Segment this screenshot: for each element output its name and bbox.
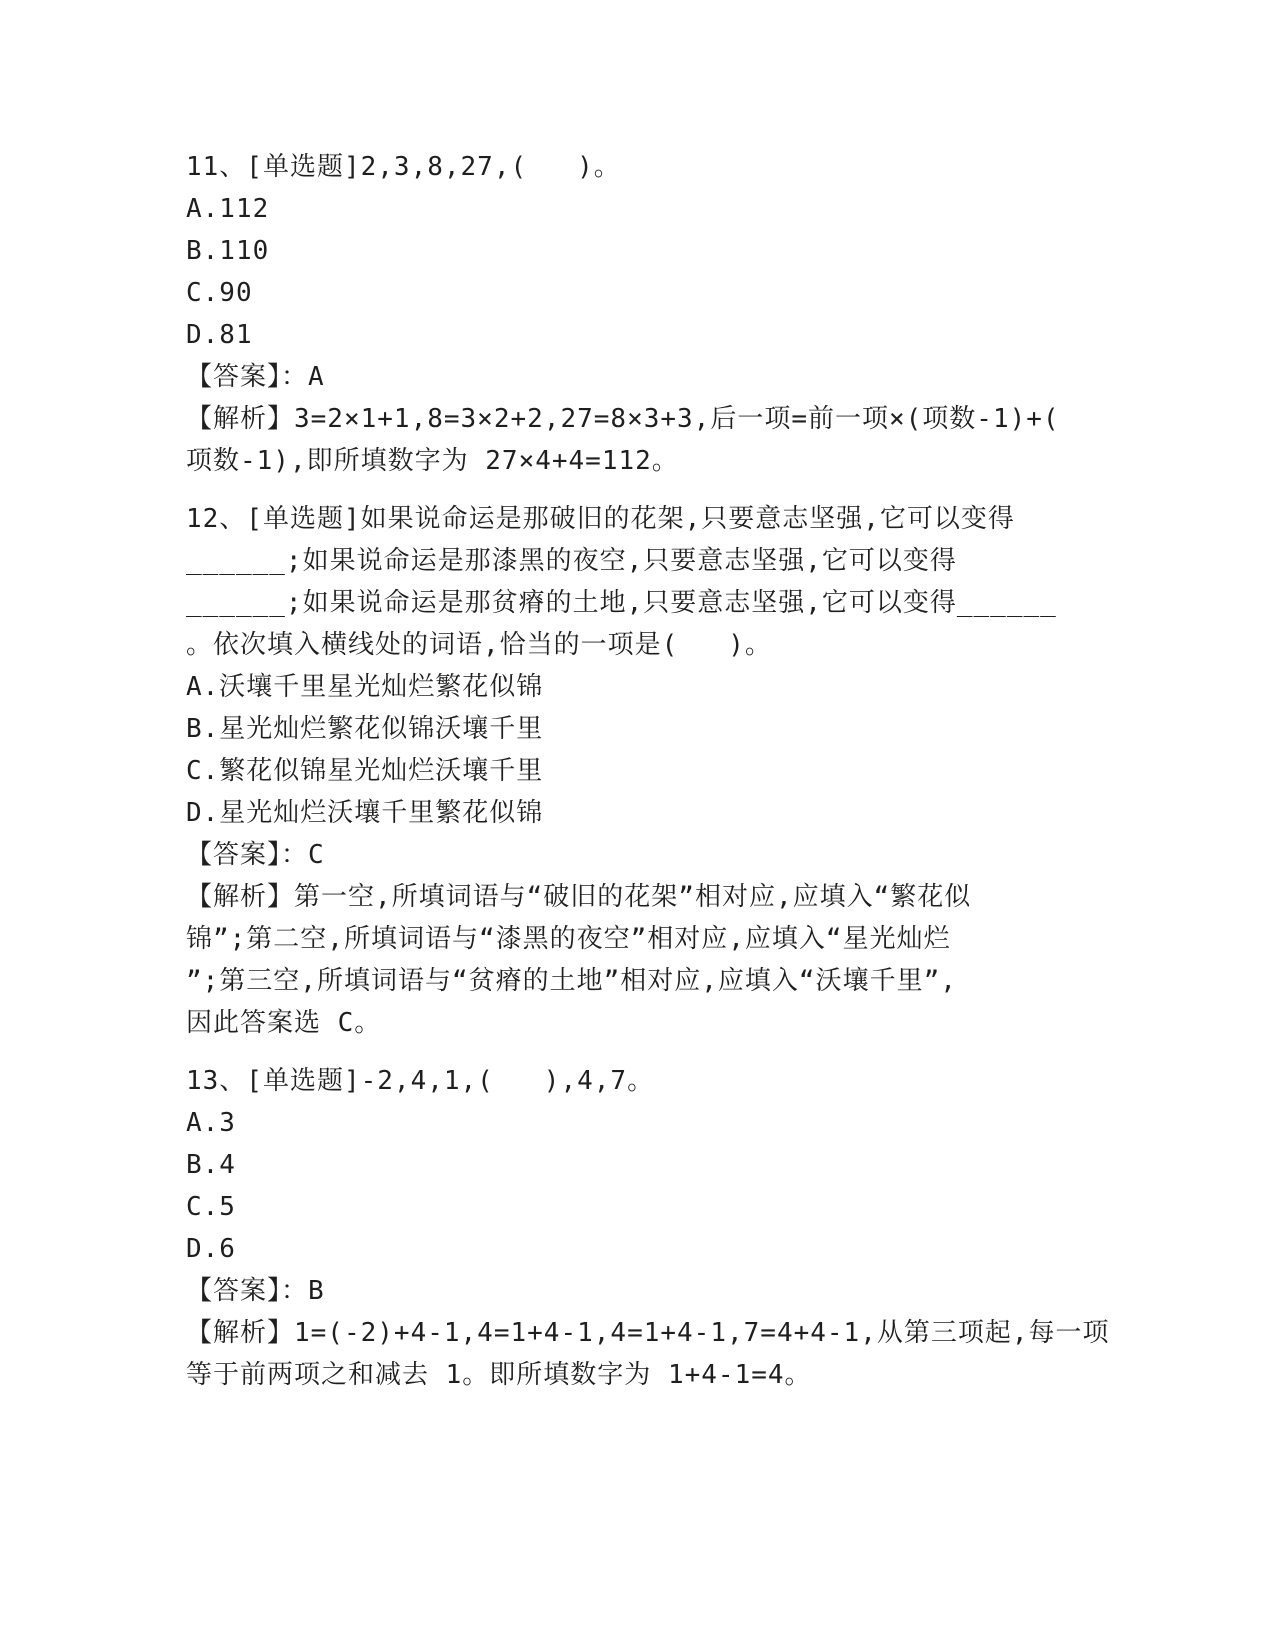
answer-line: 【答案】：A	[186, 362, 325, 392]
option-d: D.星光灿烂沃壤千里繁花似锦	[186, 798, 544, 828]
option-d: D.6	[186, 1234, 236, 1264]
question-stem: ______;如果说命运是那漆黑的夜空,只要意志坚强,它可以变得	[186, 546, 957, 576]
question-11	[186, 146, 1086, 482]
explanation-line: 【解析】第一空,所填词语与“破旧的花架”相对应,应填入“繁花似	[186, 882, 972, 912]
question-12	[186, 498, 1086, 1044]
question-stem: ______;如果说命运是那贫瘠的土地,只要意志坚强,它可以变得______	[186, 588, 1057, 618]
question-stem: 11、[单选题]2,3,8,27,( )。	[186, 152, 621, 182]
option-a: A.3	[186, 1108, 236, 1138]
option-a: A.112	[186, 194, 270, 224]
option-c: C.90	[186, 278, 253, 308]
option-b: B.110	[186, 236, 270, 266]
answer-line: 【答案】：C	[186, 840, 325, 870]
explanation-line: 锦”;第二空,所填词语与“漆黑的夜空”相对应,应填入“星光灿烂	[186, 924, 951, 954]
explanation-line: 等于前两项之和减去 1。即所填数字为 1+4-1=4。	[186, 1360, 812, 1390]
option-d: D.81	[186, 320, 253, 350]
explanation-line: 【解析】1=(-2)+4-1,4=1+4-1,4=1+4-1,7=4+4-1,从第三项起,每一项	[186, 1318, 1110, 1348]
option-b: B.星光灿烂繁花似锦沃壤千里	[186, 714, 544, 744]
question-stem: 12、[单选题]如果说命运是那破旧的花架,只要意志坚强,它可以变得	[186, 504, 1015, 534]
explanation-line: 因此答案选 C。	[186, 1008, 382, 1038]
option-a: A.沃壤千里星光灿烂繁花似锦	[186, 672, 544, 702]
answer-line: 【答案】：B	[186, 1276, 325, 1306]
explanation-line: ”;第三空,所填词语与“贫瘠的土地”相对应,应填入“沃壤千里”,	[186, 966, 957, 996]
question-stem: 13、[单选题]-2,4,1,( ),4,7。	[186, 1066, 655, 1096]
explanation-line: 【解析】3=2×1+1,8=3×2+2,27=8×3+3,后一项=前一项×(项数-1)+(	[186, 404, 1060, 434]
option-c: C.繁花似锦星光灿烂沃壤千里	[186, 756, 544, 786]
question-stem: 。依次填入横线处的词语,恰当的一项是( )。	[186, 630, 772, 660]
question-13	[186, 1060, 1110, 1396]
explanation-line: 项数-1),即所填数字为 27×4+4=112。	[186, 446, 679, 476]
option-b: B.4	[186, 1150, 236, 1180]
option-c: C.5	[186, 1192, 236, 1222]
document-page	[186, 146, 1110, 1412]
